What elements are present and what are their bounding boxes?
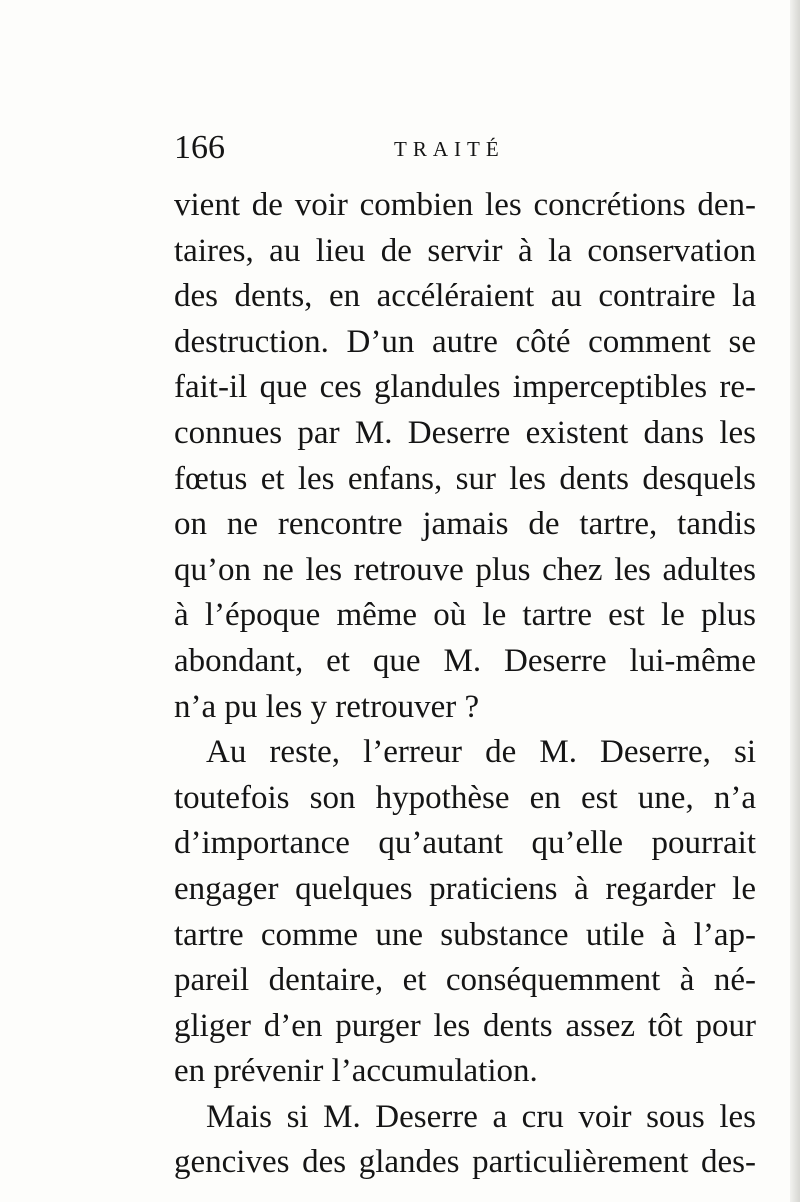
text-line: tartre comme une substance utile à l’ap- [174, 916, 756, 953]
text-line: taires, au lieu de servir à la conservation [174, 232, 756, 269]
page-header [174, 128, 754, 168]
text-line: d’importance qu’autant qu’elle pourrait [174, 825, 756, 862]
text-line: pareil dentaire, et conséquemment à né- [174, 962, 756, 999]
paragraph-start-line: Au reste, l’erreur de M. Deserre, si [206, 734, 756, 771]
text-line: gencives des glandes particulièrement des- [174, 1144, 756, 1181]
running-title: TRAITÉ [394, 137, 505, 161]
text-line: engager quelques praticiens à regarder le [174, 870, 756, 907]
paragraph-end-line: n’a pu les y retrouver ? [174, 688, 480, 725]
text-line: toutefois son hypothèse en est une, n’a [174, 779, 756, 816]
text-line: connues par M. Deserre existent dans les [174, 414, 756, 451]
paragraph-end-line: en prévenir l’accumulation. [174, 1053, 538, 1090]
text-line: abondant, et que M. Deserre lui-même [174, 642, 756, 679]
scan-edge [790, 0, 800, 1202]
text-line: destruction. D’un autre côté comment se [174, 323, 756, 360]
paragraph-start-line: Mais si M. Deserre a cru voir sous les [206, 1098, 756, 1135]
text-line: gliger d’en purger les dents assez tôt pour [174, 1007, 756, 1044]
page-number: 166 [174, 129, 225, 166]
text-line: on ne rencontre jamais de tartre, tandis [174, 506, 756, 543]
text-line: des dents, en accéléraient au contraire la [174, 278, 756, 315]
body-text [174, 183, 756, 1186]
text-line: à l’époque même où le tartre est le plus [174, 597, 756, 634]
text-line: qu’on ne les retrouve plus chez les adultes [174, 551, 756, 588]
text-line: fait-il que ces glandules imperceptibles re- [174, 369, 756, 406]
text-line: vient de voir combien les concrétions den- [174, 187, 756, 223]
text-line: fœtus et les enfans, sur les dents desquels [174, 460, 756, 497]
